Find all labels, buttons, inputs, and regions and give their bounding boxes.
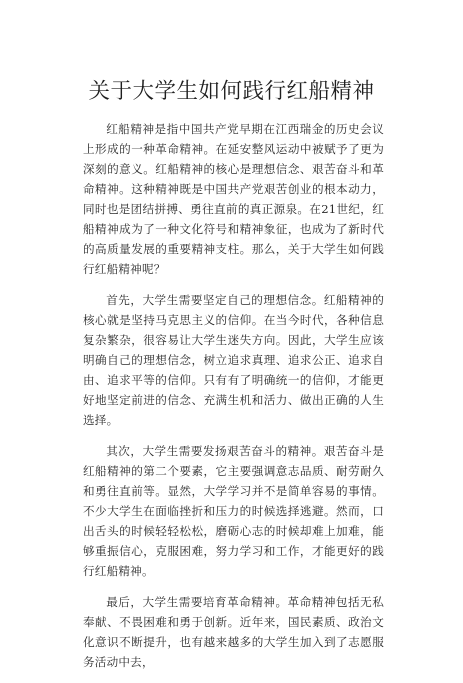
- document-title: 关于大学生如何践行红船精神: [88, 79, 375, 104]
- paragraph-intro: 红船精神是指中国共产党早期在江西瑞金的历史会议上形成的一种革命精神。在延安整风运动中被赋予了更为深刻的意义。红船精神的核心是理想信念、艰苦奋斗和革命精神。这种精神既是中国共产党艰苦创业的根本动力，同时也是团结拼搏、勇往直前的真正源泉。在21世纪，红船精神成为了一种文化符号和精神象征，也成为了新时代的高质量发展的重要精神支柱。那么，关于大学生如何践行红船精神呢？: [83, 122, 384, 276]
- paragraph-second: 其次，大学生需要发扬艰苦奋斗的精神。艰苦奋斗是红船精神的第二个要素，它主要强调意志品质、耐劳耐久和勇往直前等。显然，大学学习并不是简单容易的事情。不少大学生在面临挫折和压力的时候选择逃避。然而，口出舌头的时候轻轻松松，磨砺心志的时候却难上加难，能够重振信心，克服困难，努力学习和工作，才能更好的践行红船精神。: [83, 444, 384, 578]
- document-body: [83, 119, 384, 683]
- paragraph-first: 首先，大学生需要坚定自己的理想信念。红船精神的核心就是坚持马克思主义的信仰。在当今时代，各种信息复杂繁杂，很容易让大学生迷失方向。因此，大学生应该明确自己的理想信念，树立追求真理、追求公正、追求自由、追求平等的信仰。只有有了明确统一的信仰，才能更好地坚定前进的信念、充满生机和活力、做出正确的人生选择。: [83, 293, 384, 427]
- paragraph-last: 最后，大学生需要培育革命精神。革命精神包括无私奉献、不畏困难和勇于创新。近年来，国民素质、政治文化意识不断提升，也有越来越多的大学生加入到了志愿服务活动中去，: [83, 595, 384, 669]
